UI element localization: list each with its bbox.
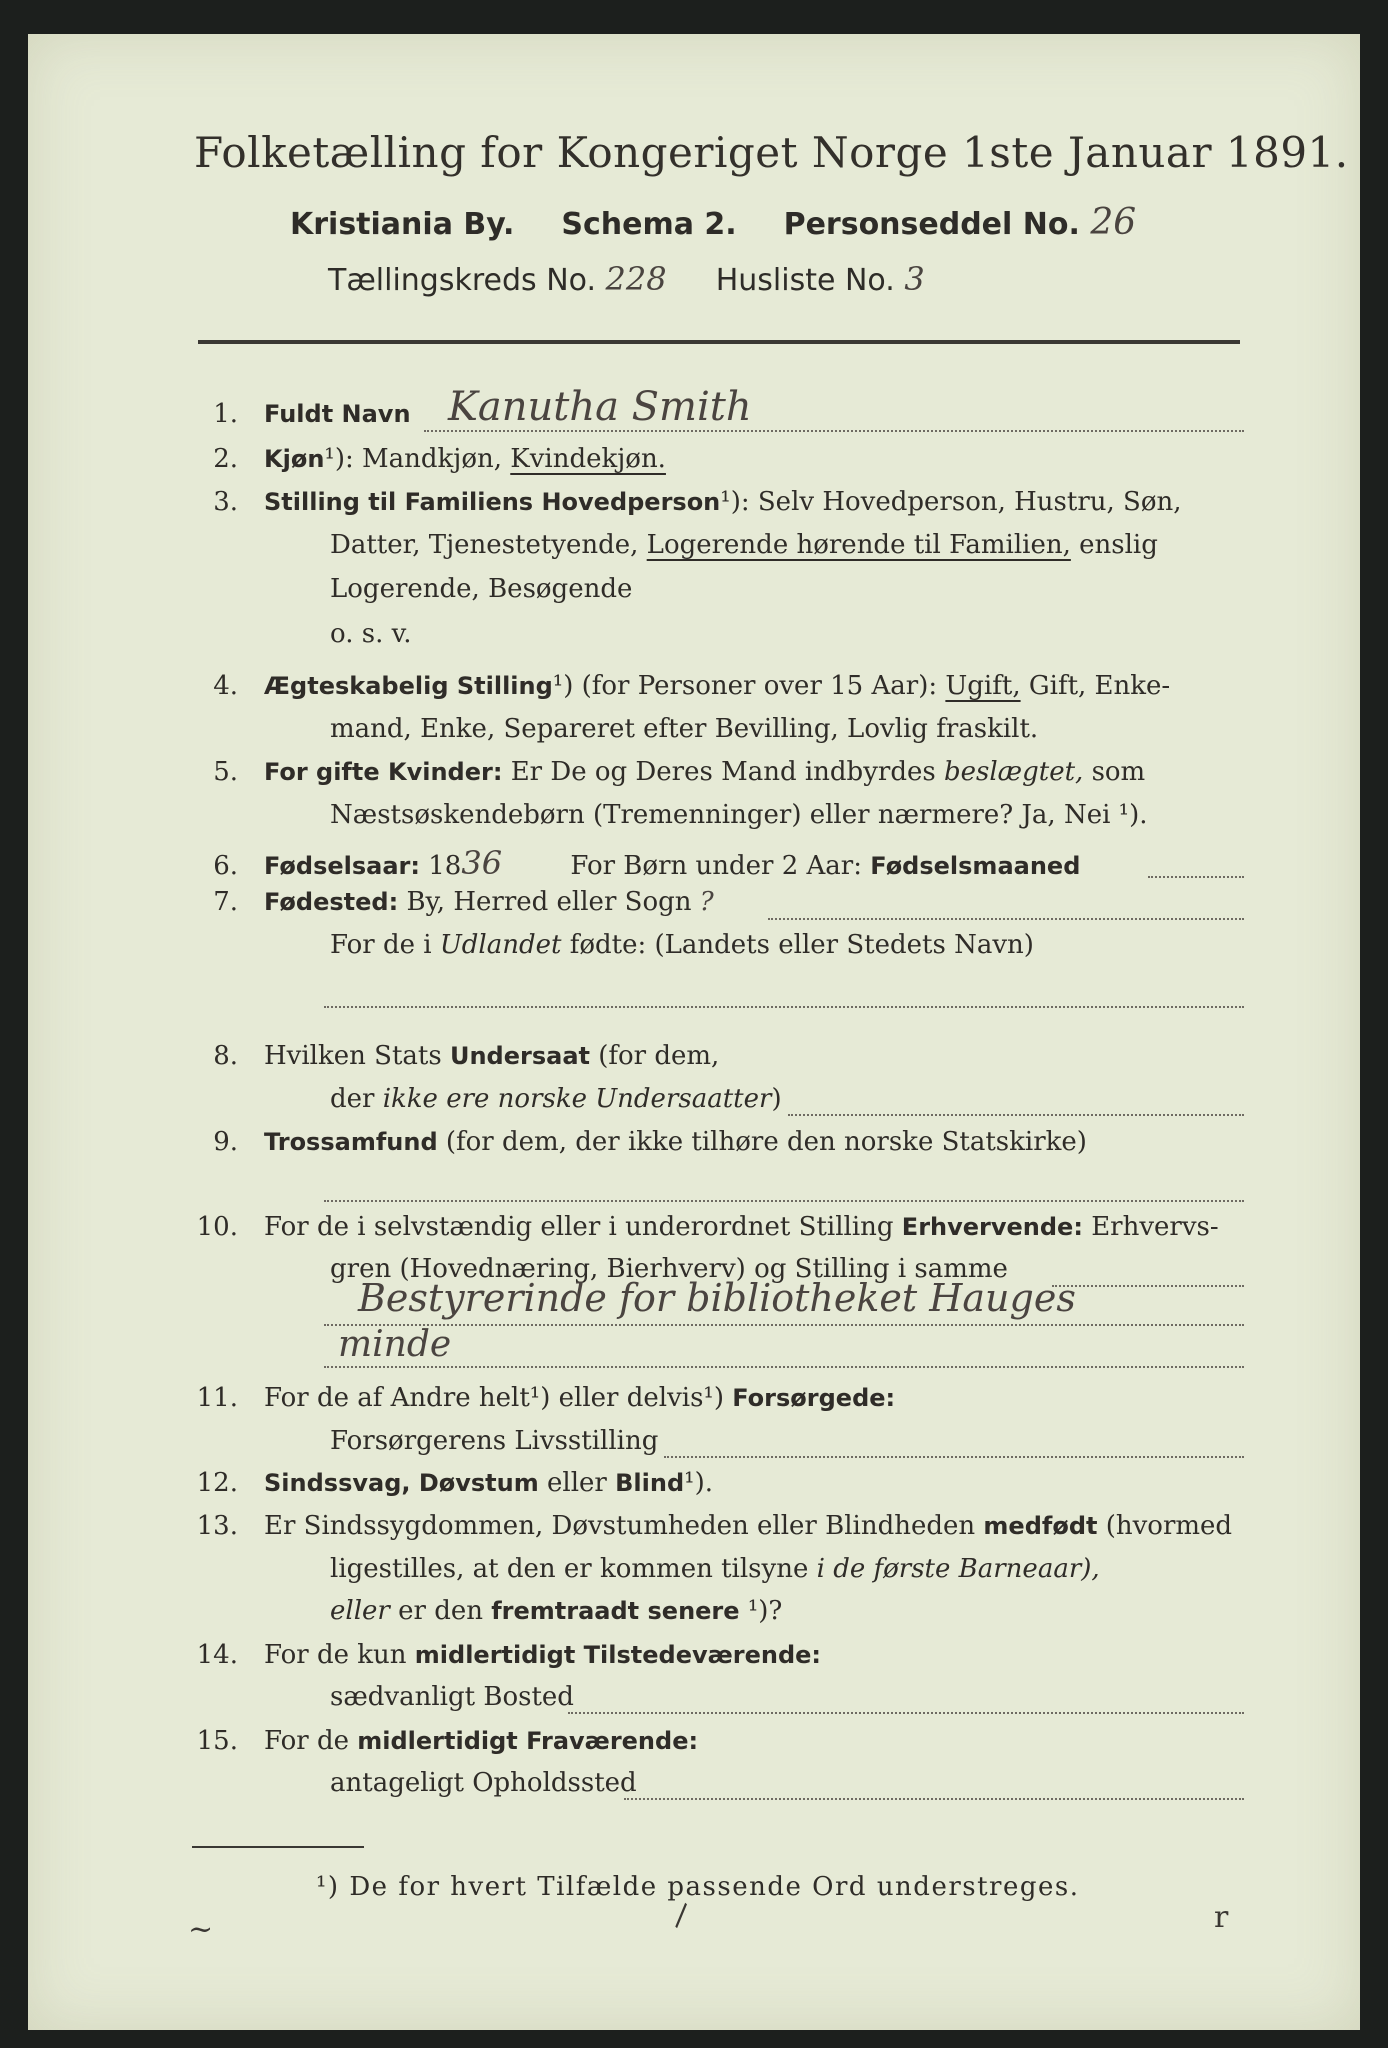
q3-options-2b: enslig	[1079, 530, 1158, 560]
q14-line-2: sædvanligt Bosted	[330, 1682, 574, 1712]
pen-mark-center: \	[665, 1898, 697, 1933]
q6-year-prefix: 18	[428, 851, 462, 881]
q3-footnote-ref: ¹):	[720, 487, 750, 517]
q14-label: midlertidigt Tilstedeværende:	[414, 1641, 822, 1669]
q9-row	[178, 1127, 1087, 1157]
q10-row	[178, 1212, 1219, 1242]
q10-label: Erhvervende:	[901, 1213, 1083, 1241]
q13-row	[178, 1511, 1232, 1541]
pen-mark-right: r	[1214, 1900, 1229, 1935]
q1-label: Fuldt Navn	[264, 400, 411, 428]
q11-text-a: For de af Andre helt¹) eller delvis¹)	[264, 1383, 724, 1413]
q7-row	[178, 887, 714, 917]
q7-label: Fødested:	[264, 888, 399, 916]
q12-label: Sindssvag, Døvstum	[264, 1469, 539, 1497]
schema-label: Schema 2.	[561, 207, 737, 242]
q8-italic: ikke ere norske Undersaatter	[382, 1084, 772, 1114]
q15-dotted-line	[624, 1798, 1244, 1800]
q7-line-2	[330, 930, 1034, 960]
q7-text-2a: For de i	[330, 930, 432, 960]
q4-text-b: Gift, Enke-	[1028, 671, 1171, 701]
q4-footnote-ref: ¹)	[552, 671, 574, 701]
q7-number: 7.	[213, 887, 238, 917]
q4-row	[178, 671, 1170, 701]
q7-dotted-line	[768, 918, 1244, 920]
q9-number: 9.	[213, 1127, 238, 1157]
q10-line-2: gren (Hovednæring, Bierhverv) og Stilling i samme	[330, 1254, 1008, 1284]
q15-line-2: antageligt Opholdssted	[330, 1768, 637, 1798]
q6-label-2: Fødselsmaaned	[870, 852, 1081, 880]
q8-label: Undersaat	[449, 1042, 590, 1070]
q3-option-selected: Logerende hørende til Familien,	[646, 530, 1071, 560]
q13-label: medfødt	[983, 1512, 1098, 1540]
q12-text: eller	[547, 1468, 607, 1498]
q5-label: gifte Kvinder:	[316, 758, 503, 786]
q6-number: 6.	[213, 851, 238, 881]
header-line-3	[328, 260, 925, 298]
q3-row	[178, 487, 1182, 517]
footnote: ¹) De for hvert Tilfælde passende Ord understreges.	[316, 1872, 1080, 1902]
q7-text: By, Herred eller Sogn	[406, 887, 692, 917]
q15-row	[178, 1726, 698, 1756]
q13-text-3a: er den	[398, 1596, 483, 1626]
q7-value: ?	[699, 887, 714, 917]
q3-line-3: Logerende, Besøgende	[330, 574, 633, 604]
q5-text-end: som	[1091, 757, 1146, 787]
q11-row	[178, 1383, 895, 1413]
q10-dotted-line-1	[1052, 1285, 1244, 1287]
header-rule	[198, 340, 1240, 344]
q3-label: Stilling til Familiens Hovedperson	[264, 488, 721, 516]
kreds-number: 228	[605, 260, 667, 298]
q14-dotted-line	[568, 1712, 1244, 1714]
q3-line-4: o. s. v.	[330, 619, 412, 649]
footnote-rule	[192, 1846, 364, 1848]
q5-italic: beslægtet,	[943, 757, 1084, 787]
pen-mark-left: ~	[188, 1912, 214, 1947]
q13-text-b: (hvormed	[1105, 1511, 1233, 1541]
q10-dotted-line-2	[324, 1324, 1244, 1326]
personseddel-label: Personseddel No.	[783, 207, 1080, 242]
q8-text-2a: der	[330, 1084, 375, 1114]
q8-number: 8.	[213, 1041, 238, 1071]
q3-number: 3.	[213, 487, 238, 517]
q5-label-a: For	[264, 758, 308, 786]
q13-italic: i de første Barneaar),	[816, 1554, 1100, 1584]
q9-label: Trossamfund	[264, 1128, 438, 1156]
q11-label: Forsørgede:	[732, 1384, 896, 1412]
q10-text-b: Erhvervs-	[1091, 1212, 1219, 1242]
q13-italic-2: eller	[330, 1596, 390, 1626]
q1-number: 1.	[213, 399, 238, 429]
q12-footnote-ref: ¹).	[684, 1468, 713, 1498]
q5-line-2: Næstsøskendebørn (Tremenninger) eller nærmere? Ja, Nei ¹).	[330, 800, 1148, 830]
header-line-2	[290, 202, 1136, 243]
q11-dotted-line	[664, 1456, 1244, 1458]
q8-text-b: (for dem,	[598, 1041, 720, 1071]
q10-value-line-2: minde	[338, 1324, 452, 1365]
q8-text-2b: )	[771, 1084, 782, 1114]
q3-options-1: Selv Hovedperson, Hustru, Søn,	[757, 487, 1182, 517]
q5-text: Er De og Deres Mand indbyrdes	[510, 757, 936, 787]
form-title: Folketælling for Kongeriget Norge 1ste Januar 1891.	[194, 128, 1349, 177]
q6-year-value: 36	[461, 844, 503, 882]
q2-footnote-ref: ¹):	[324, 444, 354, 474]
kreds-label: Tællingskreds No.	[328, 263, 596, 298]
q7-text-2b: fødte: (Landets eller Stedets Navn)	[569, 930, 1034, 960]
q13-number: 13.	[196, 1511, 238, 1541]
q14-text-a: For de kun	[264, 1640, 407, 1670]
q6-label: Fødselsaar:	[264, 852, 420, 880]
q6-text: For Børn under 2 Aar:	[570, 851, 862, 881]
q3-options-2a: Datter, Tjenestetyende,	[330, 530, 639, 560]
q4-line-2: mand, Enke, Separeret efter Bevilling, Lovlig fraskilt.	[330, 714, 1039, 744]
q13-label-2: fremtraadt senere	[491, 1597, 740, 1625]
q13-line-2	[330, 1554, 1100, 1584]
q2-option-female-selected: Kvindekjøn.	[510, 444, 666, 474]
q5-number: 5.	[213, 757, 238, 787]
q11-line-2: Forsørgerens Livsstilling	[330, 1426, 659, 1456]
q13-text-2a: ligestilles, at den er kommen tilsyne	[330, 1554, 809, 1584]
q12-label-2: Blind	[615, 1469, 685, 1497]
q9-dotted-line	[324, 1200, 1244, 1202]
q14-row	[178, 1640, 821, 1670]
q10-text-a: For de i selvstændig eller i underordnet Stilling	[264, 1212, 894, 1242]
q15-text-a: For de	[264, 1726, 349, 1756]
q2-label: Kjøn	[264, 445, 325, 473]
q7-italic: Udlandet	[439, 930, 562, 960]
q10-value-line-1: Bestyrerinde for bibliotheket Hauges	[358, 1276, 1076, 1320]
q13-text-a: Er Sindssygdommen, Døvstumheden eller Blindheden	[264, 1511, 976, 1541]
q9-text: (for dem, der ikke tilhøre den norske Statskirke)	[445, 1127, 1087, 1157]
husliste-number: 3	[904, 260, 925, 298]
q7-dotted-line-2	[324, 1006, 1244, 1008]
q8-text-a: Hvilken Stats	[264, 1041, 442, 1071]
q10-number: 10.	[196, 1212, 238, 1242]
husliste-label: Husliste No.	[715, 263, 895, 298]
q1-row	[178, 399, 411, 429]
personseddel-number: 26	[1090, 202, 1137, 243]
q12-row	[178, 1468, 713, 1498]
q11-number: 11.	[196, 1383, 238, 1413]
q4-text-a: (for Personer over 15 Aar):	[581, 671, 938, 701]
q8-line-2	[330, 1084, 782, 1114]
q15-label: midlertidigt Fraværende:	[357, 1727, 699, 1755]
q10-dotted-line-3	[324, 1366, 1244, 1368]
q8-row	[178, 1041, 719, 1071]
q4-number: 4.	[213, 671, 238, 701]
q14-number: 14.	[196, 1640, 238, 1670]
q4-option-selected: Ugift,	[945, 671, 1021, 701]
q13-footnote-ref: ¹)?	[747, 1596, 783, 1626]
q6-row	[178, 844, 1080, 882]
q2-option-male: Mandkjøn,	[362, 444, 502, 474]
q5-row	[178, 757, 1145, 787]
q1-name-value: Kanutha Smith	[448, 384, 752, 430]
q12-number: 12.	[196, 1468, 238, 1498]
city-label: Kristiania By.	[290, 207, 515, 242]
q15-number: 15.	[196, 1726, 238, 1756]
q2-number: 2.	[213, 444, 238, 474]
q6-dotted-line	[1148, 876, 1244, 878]
q2-row	[178, 444, 666, 474]
q13-line-3	[330, 1596, 782, 1626]
census-form-page	[28, 34, 1360, 2030]
q4-label: Ægteskabelig Stilling	[264, 672, 553, 700]
q8-dotted-line	[788, 1114, 1244, 1116]
q1-dotted-line	[424, 430, 1244, 432]
q3-line-2	[330, 530, 1158, 560]
